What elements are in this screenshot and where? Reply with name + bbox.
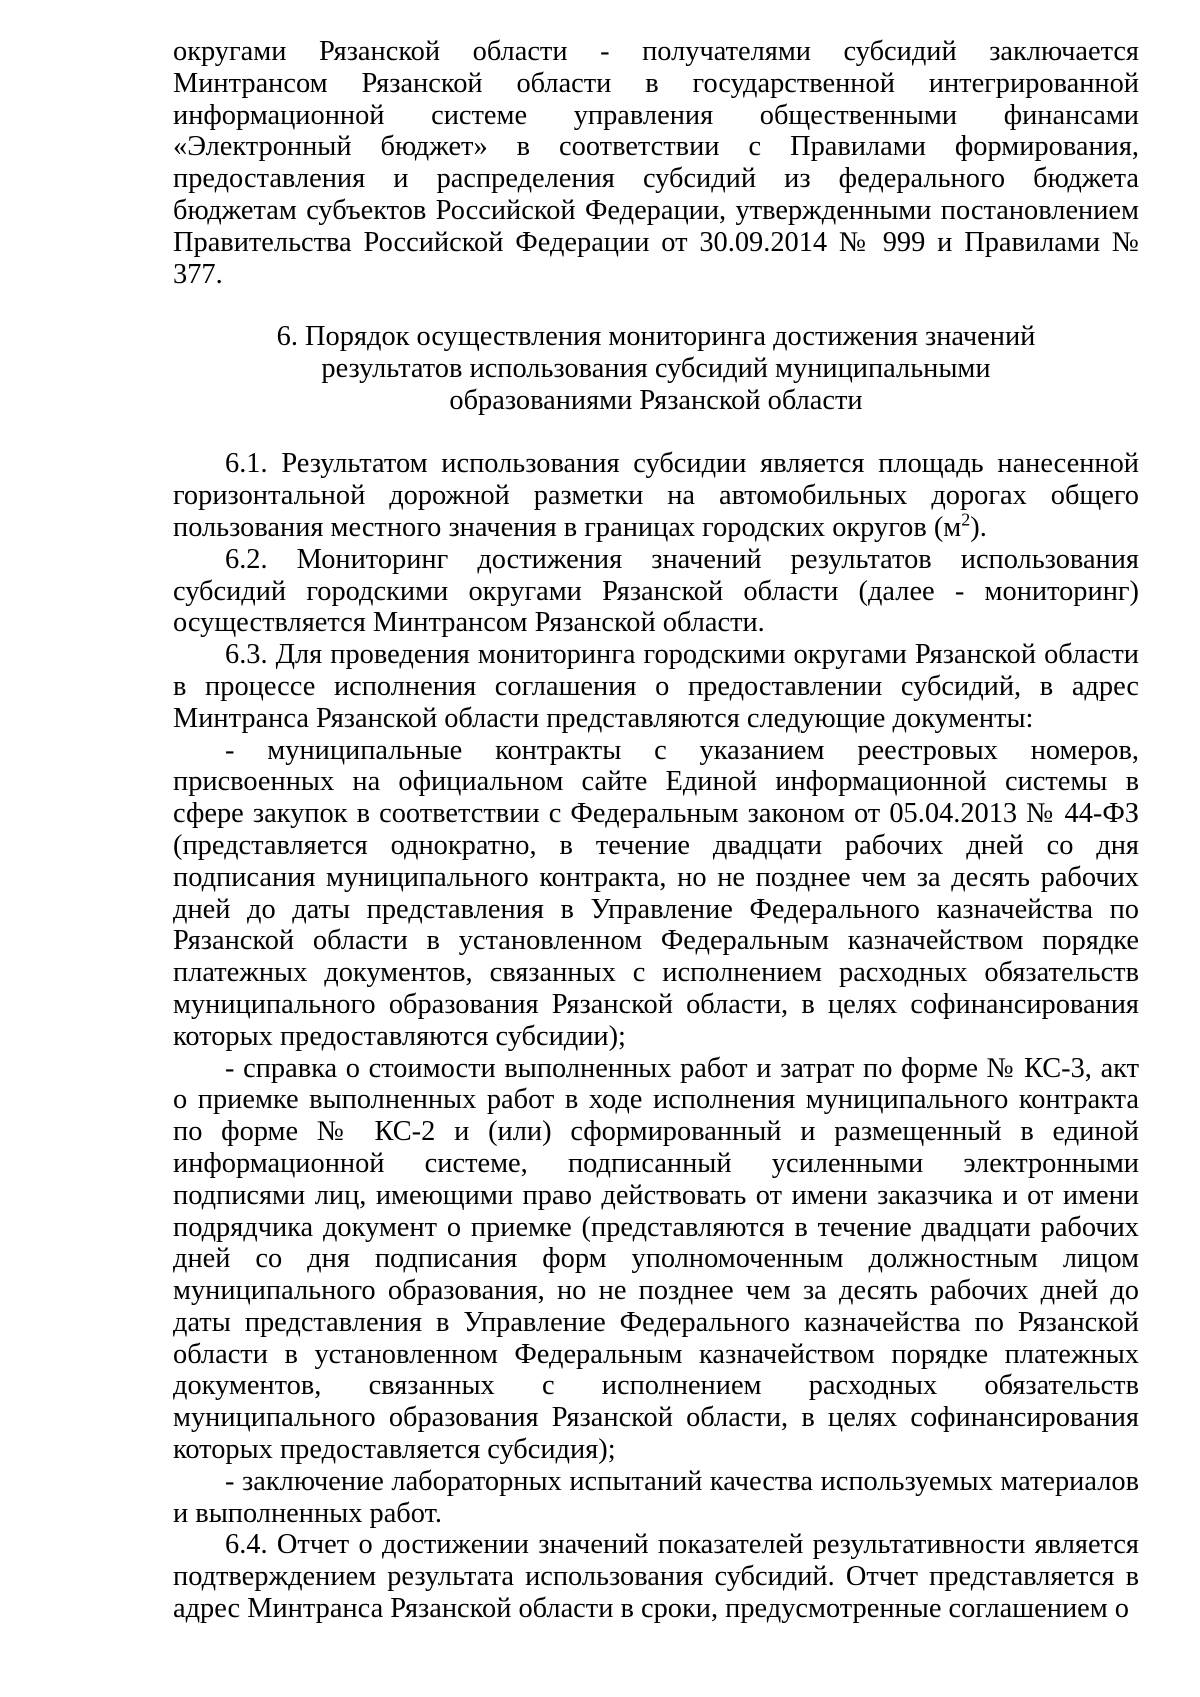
- section-heading: [173, 321, 1139, 417]
- paragraph-6-2: 6.2. Мониторинг достижения значений результатов использования субсидий городскими округами Рязанской области (далее - мониторинг) осуществляется Минтрансом Рязанской области.: [173, 543, 1139, 639]
- paragraph-continuation: округами Рязанской области - получателями субсидий заключается Минтрансом Рязанской области в государственной интегрированной информационной системе управления общественными финансами «Электронный бюджет» в соответствии с Правилами формирования, предоставления и распределения субсидий из федерального бюджета бюджетам субъектов Российской Федерации, утвержденными постановлением Правительства Российской Федерации от 30.09.2014 № 999 и Правилами № 377.: [173, 36, 1139, 290]
- paragraph-6-1: [173, 448, 1139, 543]
- paragraph-6-3: 6.3. Для проведения мониторинга городскими округами Рязанской области в процессе исполнения соглашения о предоставлении субсидий, в адрес Минтранса Рязанской области представляются следующие документы:: [173, 639, 1139, 734]
- section-heading-line-1: 6. Порядок осуществления мониторинга достижения значений: [276, 321, 1036, 353]
- list-item-lab-conclusion: - заключение лабораторных испытаний качества используемых материалов и выполненных работ.: [173, 1465, 1139, 1529]
- superscript-2: 2: [961, 509, 971, 530]
- section-heading-line-3: образованиями Рязанской области: [449, 385, 863, 417]
- list-item-certificates: - справка о стоимости выполненных работ и затрат по форме № КС-3, акт о приемке выполненных работ в ходе исполнения муниципального контракта по форме № КС-2 и (или) сформированный и размещенный в единой информационной системе, подписанный усиленными электронными подписями лиц, имеющими право действовать от имени заказчика и от имени подрядчика документ о приемке (представляются в течение двадцати рабочих дней со дня подписания форм уполномоченным должностным лицом муниципального образования, но не позднее чем за десять рабочих дней до даты представления в Управление Федерального казначейства по Рязанской области в установленном Федеральным казначейством порядке платежных документов, связанных с исполнением расходных обязательств муниципального образования Рязанской области, в целях софинансирования которых предоставляется субсидия);: [173, 1052, 1139, 1466]
- section-heading-line-2: результатов использования субсидий муниципальными: [321, 353, 991, 385]
- document-page: [173, 36, 1139, 1625]
- paragraph-6-4: 6.4. Отчет о достижении значений показателей результативности является подтверждением результата использования субсидий. Отчет представляется в адрес Минтранса Рязанской области в сроки, предусмотренные соглашением о: [173, 1529, 1139, 1625]
- list-item-contracts: - муниципальные контракты с указанием реестровых номеров, присвоенных на официальном сайте Единой информационной системы в сфере закупок в соответствии с Федеральным законом от 05.04.2013 № 44-ФЗ (представляется однократно, в течение двадцати рабочих дней со дня подписания муниципального контракта, но не позднее чем за десять рабочих дней до даты представления в Управление Федерального казначейства по Рязанской области в установленном Федеральным казначейством порядке платежных документов, связанных с исполнением расходных обязательств муниципального образования Рязанской области, в целях софинансирования которых предоставляются субсидии);: [173, 734, 1139, 1052]
- paragraph-6-1-tail: ).: [970, 511, 987, 543]
- paragraph-6-1-text: 6.1. Результатом использования субсидии является площадь нанесенной горизонтальной дорожной разметки на автомобильных дорогах общего пользования местного значения в границах городских округов (м: [173, 448, 1139, 543]
